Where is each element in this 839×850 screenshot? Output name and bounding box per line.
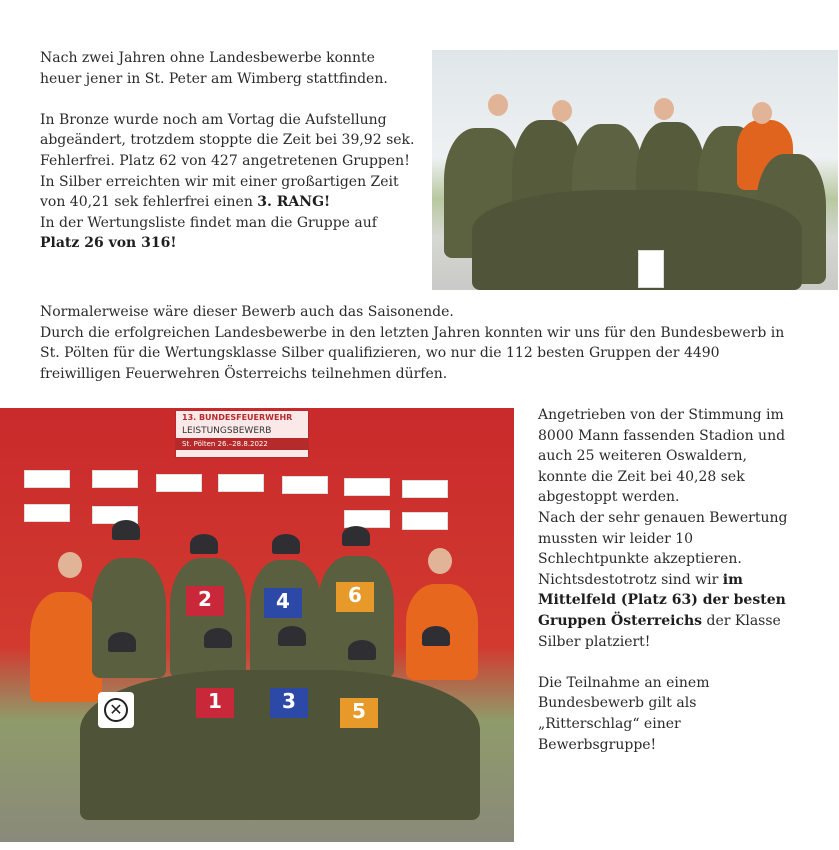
bib-number: 4 [264,588,302,618]
leader-bib [98,692,134,728]
side-line: konnte die Zeit bei 40,28 sek [538,468,745,485]
banner-line: St. Pölten 26.–28.8.2022 [176,438,308,450]
side-line: 8000 Mann fassenden Stadion und [538,427,786,444]
side-line: Angetrieben von der Stimmung im [538,407,784,423]
sponsor-logo [402,480,448,498]
helmet-icon [342,526,370,546]
face [552,100,572,122]
side-line: Nach der sehr genauen Bewertung [538,509,788,526]
sponsor-logo [282,476,328,494]
face [58,552,82,578]
side-line [538,611,808,632]
team-member [170,558,246,678]
front-row [472,190,802,290]
helmet-icon [272,534,300,554]
intro-line-part: von 40,21 sek fehlerfrei einen [40,194,258,211]
sponsor-logo [402,512,448,530]
side-line [538,570,808,591]
bib-number: 5 [340,698,378,728]
side-highlight: Mittelfeld (Platz 63) der besten [538,592,786,609]
helmet-icon [278,626,306,646]
intro-line: Fehlerfrei. Platz 62 von 427 angetretenen Gruppen! [40,152,410,169]
side-text [538,405,808,755]
middle-text [40,302,810,384]
sponsor-logo [344,510,390,528]
helmet-icon [422,626,450,646]
sponsor-logo [24,470,70,488]
intro-text [40,48,425,254]
helmet-icon [348,640,376,660]
side-line-part: der Klasse [702,612,781,629]
team-member [250,560,322,678]
side-line: „Ritterschlag“ einer [538,715,681,732]
face [488,94,508,116]
bib-number: 1 [196,688,234,718]
side-line: mussten wir leider 10 [538,530,694,547]
team-celebration-photo [432,50,838,290]
intro-line: In der Wertungsliste findet man die Gruppe auf [40,214,377,231]
middle-line: Durch die erfolgreichen Landesbewerbe in den letzten Jahren konnten wir uns für den Bundesbewerb in [40,324,785,341]
sponsor-logo [24,504,70,522]
sponsor-logo [92,470,138,488]
middle-line: freiwilligen Feuerwehren Österreichs teilnehmen dürfen. [40,365,448,382]
side-line-part: Nichtsdestotrotz sind wir [538,571,723,588]
helmet-icon [190,534,218,554]
sponsor-logo [344,478,390,496]
helmet-icon [112,520,140,540]
helmet-icon [204,628,232,648]
helmet-icon [108,632,136,652]
banner-line: LEISTUNGSBEWERB [182,426,272,436]
middle-line: St. Pölten für die Wertungsklasse Silber qualifizieren, wo nur die 112 besten Gruppen der 4490 [40,345,720,362]
side-line: Bundesbewerb gilt als [538,695,697,712]
side-line: Schlechtpunkte akzeptieren. [538,551,742,568]
banner-line: 13. BUNDESFEUERWEHR [182,413,293,422]
place-highlight: Platz 26 von 316! [40,235,177,252]
intro-line: Nach zwei Jahren ohne Landesbewerbe konnte [40,50,375,66]
intro-line: In Silber erreichten wir mit einer großartigen Zeit [40,173,399,190]
side-line [538,590,808,611]
intro-line [40,233,425,254]
side-line: abgestoppt werden. [538,489,680,506]
intro-line: heuer jener in St. Peter am Wimberg stattfinden. [40,70,388,87]
intro-line [40,192,425,213]
side-line: Bewerbsgruppe! [538,736,657,753]
intro-line: In Bronze wurde noch am Vortag die Aufstellung [40,111,387,128]
face [752,102,772,124]
cross-icon: ✕ [104,698,128,722]
side-line: Silber platziert! [538,633,651,650]
side-highlight: Gruppen Österreichs [538,612,703,629]
side-line: auch 25 weiteren Oswaldern, [538,448,747,465]
face [428,548,452,574]
event-banner [175,410,309,458]
certificate [638,250,664,288]
bib-number: 2 [186,586,224,616]
team-member [92,558,166,678]
middle-line: Normalerweise wäre dieser Bewerb auch das Saisonende. [40,304,454,320]
intro-line: abgeändert, trotzdem stoppte die Zeit bei 39,92 sek. [40,132,415,149]
side-line: Die Teilnahme an einem [538,674,710,691]
rank-highlight: 3. RANG! [257,194,331,211]
bib-number: 3 [270,688,308,718]
sponsor-logo [218,474,264,492]
face [654,98,674,120]
sponsor-logo [156,474,202,492]
team-stadium-photo [0,408,514,842]
bib-number: 6 [336,582,374,612]
side-highlight: im [722,571,743,588]
